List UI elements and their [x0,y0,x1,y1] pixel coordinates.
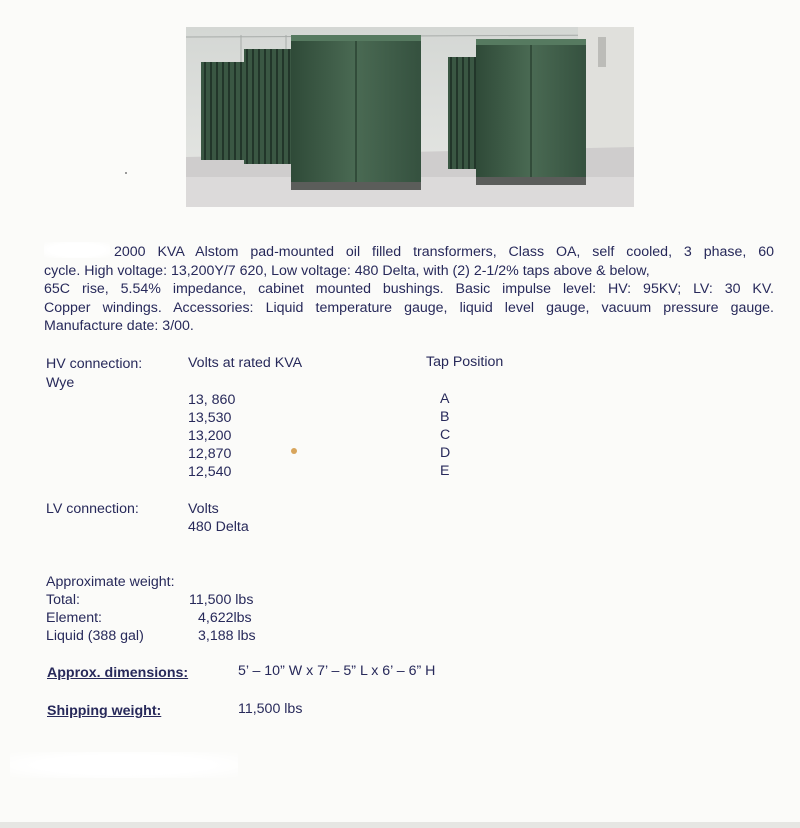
tap-position-header: Tap Position [426,354,504,370]
weight-header: Approximate weight: [46,574,175,590]
weight-value: 4,622lbs [198,610,252,626]
weight-label: Total: [46,592,80,608]
tap-letter: D [440,445,451,461]
description-paragraph [44,243,774,336]
hv-connection-type: Wye [46,375,75,391]
weight-label: Liquid (388 gal) [46,628,144,644]
tap-letter: E [440,463,450,479]
shipping-weight-value: 11,500 lbs [238,701,303,717]
lv-connection-label: LV connection: [46,501,139,517]
hv-connection-label: HV connection: [46,356,143,372]
dimensions-label: Approx. dimensions: [47,665,189,681]
hv-volts-value: 13, 860 [188,392,236,408]
scan-speck [291,448,297,454]
redacted-area [44,242,110,258]
volts-header: Volts at rated KVA [188,355,303,371]
lv-volts-header: Volts [188,501,219,517]
description-line: 2000 KVA Alstom pad-mounted oil filled transformers, Class OA, self cooled, 3 phase, 60 [114,244,774,260]
description-line: Manufacture date: 3/00. [44,318,194,334]
hv-volts-value: 12,870 [188,446,232,462]
dimensions-value: 5’ – 10” W x 7’ – 5” L x 6’ – 6” H [238,663,436,679]
weight-label: Element: [46,610,102,626]
tap-letter: C [440,427,451,443]
scan-smudge [10,752,238,778]
scan-speck [125,172,127,174]
weight-value: 11,500 lbs [189,592,254,608]
hv-volts-value: 13,530 [188,410,232,426]
page-bottom-edge [0,822,800,828]
tap-letter: A [440,391,450,407]
description-line: 65C rise, 5.54% impedance, cabinet mounted bushings. Basic impulse level: HV: 95KV; LV: 30 KV. [44,281,774,297]
hv-volts-value: 13,200 [188,428,232,444]
shipping-weight-label: Shipping weight: [47,703,162,719]
weight-value: 3,188 lbs [198,628,256,644]
lv-volts-value: 480 Delta [188,519,249,535]
description-line: cycle. High voltage: 13,200Y/7 620, Low voltage: 480 Delta, with (2) 2-1/2% taps above & below, [44,262,650,279]
description-line: Copper windings. Accessories: Liquid temperature gauge, liquid level gauge, vacuum pressure gauge. [44,299,774,316]
hv-volts-value: 12,540 [188,464,232,480]
tap-letter: B [440,409,450,425]
transformer-photo [186,27,634,207]
